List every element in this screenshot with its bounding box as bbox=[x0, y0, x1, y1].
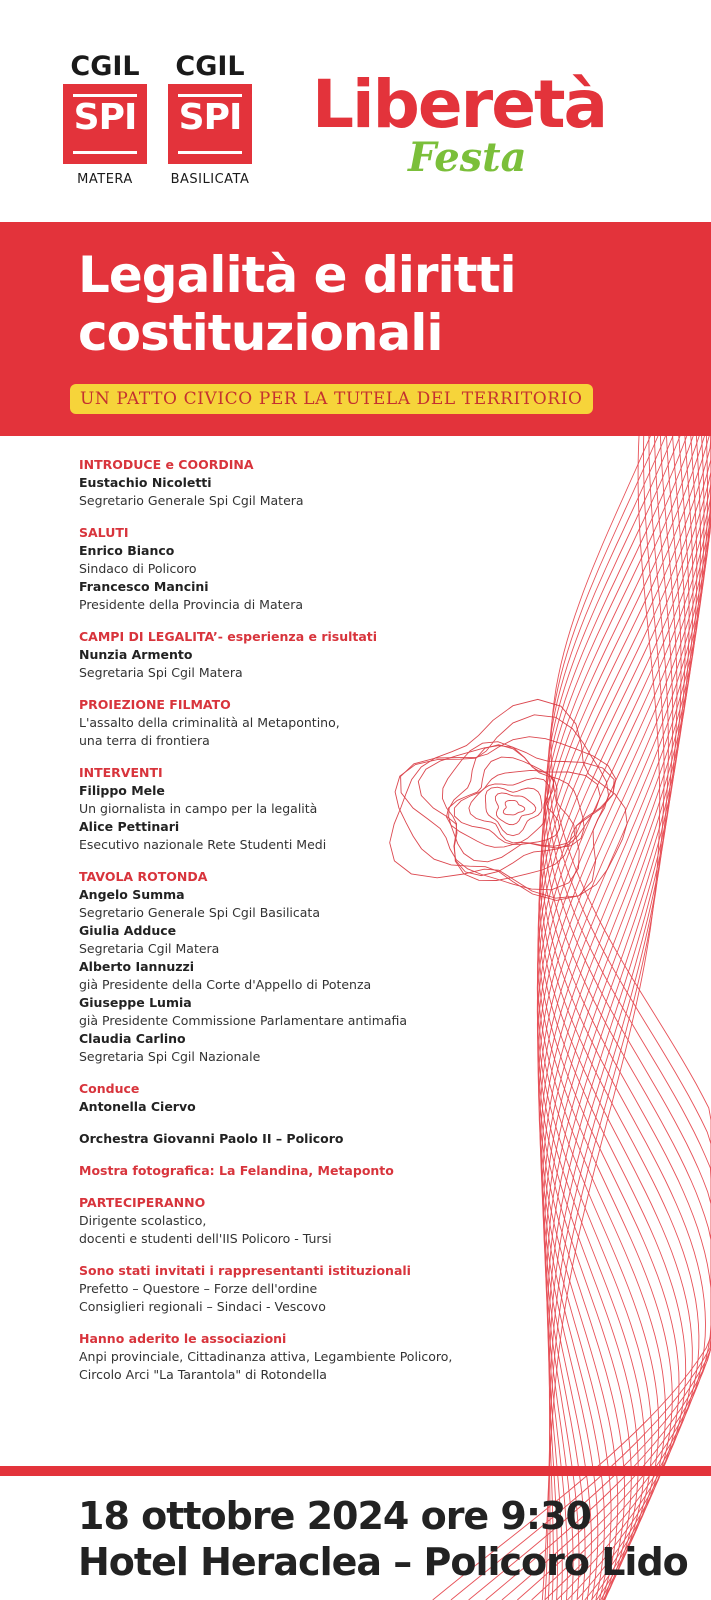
program-list bbox=[79, 456, 519, 1398]
speaker-name: Alberto Iannuzzi bbox=[79, 959, 195, 974]
section-title: Conduce bbox=[79, 1081, 140, 1096]
logo-spi-basilicata bbox=[160, 52, 260, 187]
speaker-role: Esecutivo nazionale Rete Studenti Medi bbox=[79, 837, 327, 852]
logo-spi-mark bbox=[63, 84, 147, 164]
speaker-name: Alice Pettinari bbox=[79, 819, 180, 834]
event-place: Hotel Heraclea – Policoro Lido bbox=[78, 1540, 688, 1584]
speaker-role: Presidente della Provincia di Matera bbox=[79, 597, 303, 612]
title-line: costituzionali bbox=[78, 304, 443, 362]
speaker-name: Angelo Summa bbox=[79, 887, 185, 902]
program-section bbox=[79, 696, 519, 750]
speaker-role: Dirigente scolastico, bbox=[79, 1213, 207, 1228]
section-title: CAMPI DI LEGALITA’- esperienza e risultati bbox=[79, 629, 378, 644]
logo-city: BASILICATA bbox=[170, 172, 250, 187]
speaker-role: Segretaria Spi Cgil Nazionale bbox=[79, 1049, 261, 1064]
speaker-role: Prefetto – Questore – Forze dell'ordine bbox=[79, 1281, 318, 1296]
speaker-name: Enrico Bianco bbox=[79, 543, 175, 558]
speaker-role: Consiglieri regionali – Sindaci - Vescovo bbox=[79, 1299, 326, 1314]
program-section bbox=[79, 1262, 519, 1316]
speaker-name: Giulia Adduce bbox=[79, 923, 177, 938]
program-section bbox=[79, 1080, 519, 1116]
logo-spi-text: SPI bbox=[178, 97, 242, 138]
speaker-name: Orchestra Giovanni Paolo II – Policoro bbox=[79, 1131, 344, 1146]
speaker-name: Eustachio Nicoletti bbox=[79, 475, 212, 490]
section-title: PARTECIPERANNO bbox=[79, 1195, 206, 1210]
tagline: UN PATTO CIVICO PER LA TUTELA DEL TERRITORIO bbox=[70, 384, 593, 414]
program-section bbox=[79, 1162, 519, 1180]
speaker-role: una terra di frontiera bbox=[79, 733, 210, 748]
program-section bbox=[79, 628, 519, 682]
speaker-role: Segretaria Cgil Matera bbox=[79, 941, 220, 956]
section-title: INTRODUCE e COORDINA bbox=[79, 457, 254, 472]
speaker-role: già Presidente Commissione Parlamentare antimafia bbox=[79, 1013, 408, 1028]
speaker-role: Un giornalista in campo per la legalità bbox=[79, 801, 318, 816]
program-section bbox=[79, 524, 519, 614]
section-title: Sono stati invitati i rappresentanti istituzionali bbox=[79, 1263, 411, 1278]
speaker-name: Claudia Carlino bbox=[79, 1031, 186, 1046]
logo-cgil-text: CGIL bbox=[70, 51, 140, 82]
section-title: SALUTI bbox=[79, 525, 129, 540]
speaker-role: Circolo Arci "La Tarantola" di Rotondella bbox=[79, 1367, 327, 1382]
brand-sub: Festa bbox=[408, 134, 527, 181]
event-date: 18 ottobre 2024 ore 9:30 bbox=[78, 1494, 591, 1538]
logo-spi-mark bbox=[168, 84, 252, 164]
section-title: Mostra fotografica: La Felandina, Metaponto bbox=[79, 1163, 394, 1178]
section-title: TAVOLA ROTONDA bbox=[79, 869, 208, 884]
title-line: Legalità e diritti bbox=[78, 246, 516, 304]
logo-spi-text: SPI bbox=[73, 97, 137, 138]
speaker-role: Anpi provinciale, Cittadinanza attiva, Legambiente Policoro, bbox=[79, 1349, 453, 1364]
section-title: PROIEZIONE FILMATO bbox=[79, 697, 231, 712]
program-section bbox=[79, 1130, 519, 1148]
speaker-name: Giuseppe Lumia bbox=[79, 995, 192, 1010]
program-section bbox=[79, 764, 519, 854]
program-section bbox=[79, 456, 519, 510]
brand-logo bbox=[312, 66, 692, 181]
page-title bbox=[78, 246, 698, 362]
program-section bbox=[79, 868, 519, 1066]
speaker-name: Filippo Mele bbox=[79, 783, 165, 798]
speaker-name: Nunzia Armento bbox=[79, 647, 193, 662]
logo-cgil-text: CGIL bbox=[175, 51, 245, 82]
section-title: Hanno aderito le associazioni bbox=[79, 1331, 287, 1346]
speaker-role: Segretario Generale Spi Cgil Basilicata bbox=[79, 905, 320, 920]
logo-spi-matera bbox=[60, 52, 150, 187]
section-title: INTERVENTI bbox=[79, 765, 163, 780]
title-banner bbox=[0, 222, 711, 436]
program-section bbox=[79, 1194, 519, 1248]
logo-city: MATERA bbox=[77, 172, 133, 187]
speaker-name: Antonella Ciervo bbox=[79, 1099, 196, 1114]
speaker-role: L'assalto della criminalità al Metapontino, bbox=[79, 715, 340, 730]
speaker-role: Segretario Generale Spi Cgil Matera bbox=[79, 493, 304, 508]
speaker-name: Francesco Mancini bbox=[79, 579, 209, 594]
brand-main: Liberetà bbox=[312, 66, 607, 143]
speaker-role: già Presidente della Corte d'Appello di Potenza bbox=[79, 977, 372, 992]
speaker-role: Segretaria Spi Cgil Matera bbox=[79, 665, 243, 680]
footer-divider bbox=[0, 1466, 711, 1476]
speaker-role: docenti e studenti dell'IIS Policoro - Tursi bbox=[79, 1231, 332, 1246]
speaker-role: Sindaco di Policoro bbox=[79, 561, 197, 576]
header bbox=[0, 0, 711, 222]
program-section bbox=[79, 1330, 519, 1384]
